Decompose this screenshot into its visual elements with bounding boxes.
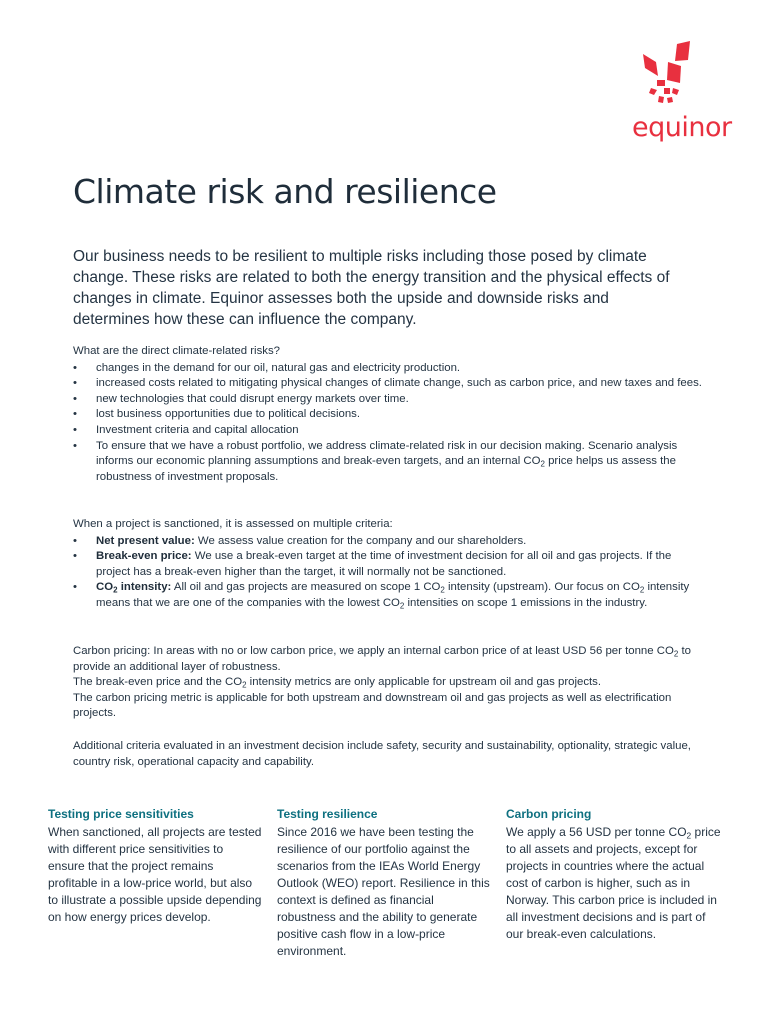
criteria-text: All oil and gas projects are measured on scope 1 CO [171, 581, 441, 594]
subscript: 2 [399, 601, 405, 611]
criteria-label: Net present value: [96, 534, 195, 547]
column-carbon-pricing [506, 806, 726, 943]
intro-paragraph: Our business needs to be resilient to multiple risks including those posed by climate change. These risks are related to both the energy transition and the physical effects of changes in climate. Equinor assesses both the upside and downside risks and determines how these can influence the company. [73, 248, 670, 328]
equinor-logo [632, 40, 732, 143]
subscript: 2 [540, 459, 545, 469]
list-item: • Investment criteria and capital allocation [73, 423, 703, 439]
column-heading: Testing resilience [277, 807, 378, 821]
criteria-text: intensity (upstream). Our focus on CO [444, 581, 640, 594]
column-price-sensitivities [48, 806, 263, 926]
subscript: 2 [113, 585, 118, 595]
brand-wordmark: equinor [632, 112, 732, 143]
subscript: 2 [440, 585, 445, 595]
list-item: • increased costs related to mitigating physical changes of climate change, such as carbon price, and new taxes and fees. [73, 376, 703, 392]
list-item [73, 534, 703, 550]
cp-text: The break-even price and the CO [73, 676, 243, 689]
subscript: 2 [686, 830, 692, 841]
risks-heading: What are the direct climate-related risks? [73, 345, 281, 357]
criteria-text: We assess value creation for the company and our shareholders. [194, 534, 527, 547]
page-title: Climate risk and resilience [73, 172, 497, 211]
carbon-pricing-line [73, 644, 703, 675]
column-heading: Carbon pricing [506, 807, 592, 821]
column-text-part: price to all assets and projects, except for projects in countries where the actual cost of carbon is higher, such as in Norway. This carbon price is included in all investment decisions and is part of our break-even calculations. [506, 825, 721, 941]
list-item: • lost business opportunities due to political decisions. [73, 407, 703, 423]
column-text: When sanctioned, all projects are tested with different price sensitivities to ensure that the project remains profitable in a low-price world, but also to illustrate a possible upside depending on how energy prices develop. [48, 825, 262, 924]
additional-criteria-section [73, 739, 703, 770]
column-testing-resilience [277, 806, 495, 960]
list-item: • changes in the demand for our oil, natural gas and electricity production. [73, 361, 703, 377]
criteria-label [96, 581, 171, 593]
criteria-heading: When a project is sanctioned, it is assessed on multiple criteria: [73, 518, 393, 530]
criteria-text: intensities on scope 1 emissions in the industry. [404, 596, 648, 609]
cp-text: to provide an additional layer of robustness. [73, 645, 691, 673]
subscript: 2 [639, 585, 645, 595]
column-text: Since 2016 we have been testing the resilience of our portfolio against the scenarios from the IEAs World Energy Outlook (WEO) report. Resilience in this context is defined as financial robustness and the ability to generate positive cash flow in a low-price environment. [277, 825, 490, 958]
cp-text: intensity metrics are only applicable for upstream oil and gas projects. [246, 676, 602, 689]
column-text [506, 824, 726, 943]
criteria-section [73, 517, 703, 612]
list-item [73, 439, 703, 486]
label-part: intensity: [117, 581, 172, 594]
column-heading: Testing price sensitivities [48, 807, 194, 821]
subscript: 2 [673, 649, 679, 659]
criteria-text: We use a break-even target at the time of investment decision for all oil and gas projects. If the project has a break-even higher than the target, it will normally not be sanctioned. [96, 550, 672, 578]
list-item: • new technologies that could disrupt energy markets over time. [73, 392, 703, 408]
criteria-label: Break-even price: [96, 550, 192, 563]
criteria-list [73, 534, 703, 612]
label-part: CO [96, 581, 114, 594]
risk-text: To ensure that we have a robust portfolio, we address climate-related risk in our decision making. Scenario analysis informs our economic planning assumptions and break-even targets, and an internal CO [96, 439, 678, 468]
carbon-pricing-section [73, 644, 703, 722]
subscript: 2 [242, 680, 247, 690]
criteria-text: intensity means that we are one of the companies with the lowest CO [96, 581, 690, 609]
risk-text: price helps us assess the robustness of investment proposals. [96, 455, 676, 483]
additional-criteria-text: Additional criteria evaluated in an investment decision include safety, security and sustainability, optionality, strategic value, country risk, operational capacity and capability. [73, 740, 691, 768]
equinor-star-icon [637, 40, 697, 110]
risks-section [73, 344, 703, 485]
carbon-pricing-line: The carbon pricing metric is applicable for both upstream and downstream oil and gas projects as well as electrification projects. [73, 691, 672, 720]
risks-list [73, 361, 703, 486]
list-item [73, 549, 703, 580]
cp-text: Carbon pricing: In areas with no or low carbon price, we apply an internal carbon price of at least USD 56 per tonne CO [73, 645, 674, 657]
carbon-pricing-line [73, 675, 703, 691]
list-item [73, 580, 703, 611]
column-text-part: We apply a 56 USD per tonne CO [506, 825, 687, 839]
